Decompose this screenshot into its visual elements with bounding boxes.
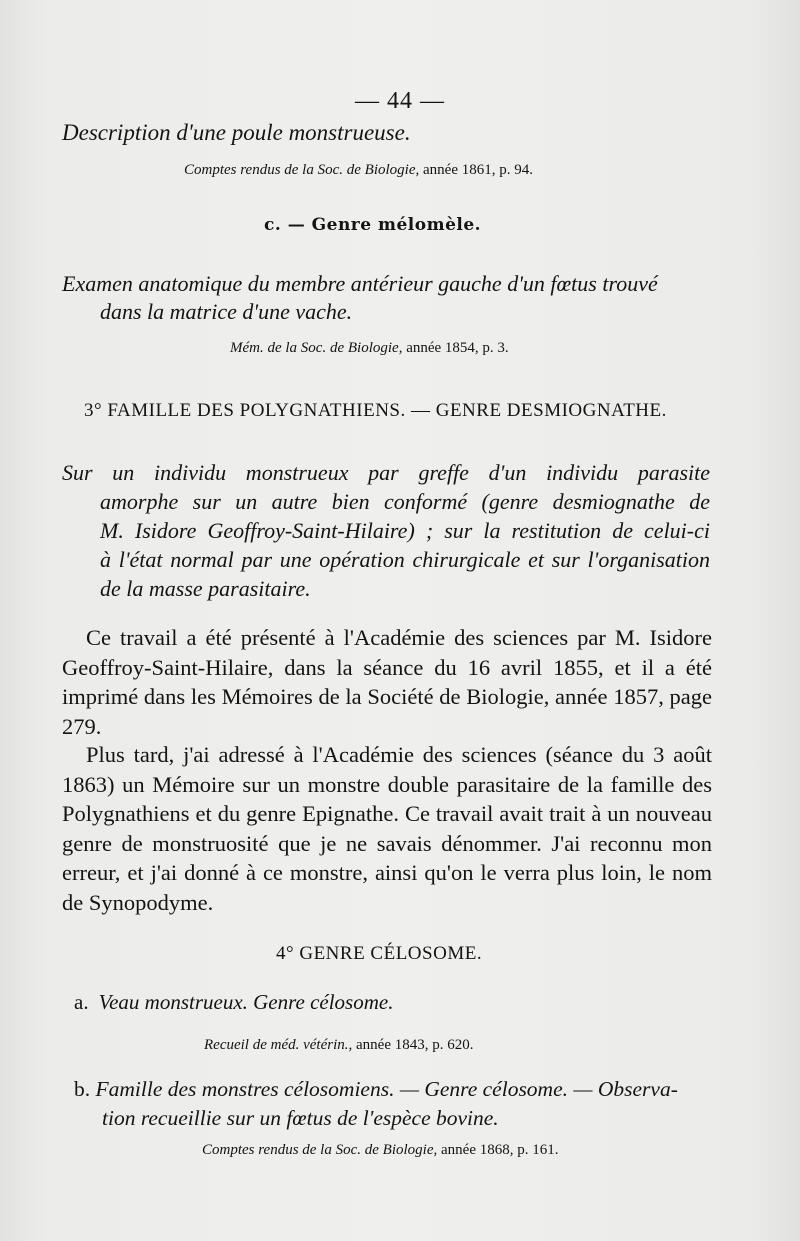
reference-source: Comptes rendus de la Soc. de Biologie, — [184, 162, 420, 178]
desmiognathe-title-line: Sur un individu monstrueux par greffe d'un individu parasite — [62, 460, 710, 485]
melomele-title-line1: Examen anatomique du membre antérieur gauche d'un fœtus trouvé — [62, 271, 658, 296]
item-text: Veau monstrueux. Genre célosome. — [98, 990, 394, 1014]
desmiognathe-title-line: amorphe sur un autre bien conformé (genre desmiognathe de — [100, 489, 710, 514]
reference-source: Mém. de la Soc. de Biologie, — [230, 340, 403, 356]
item-a-reference — [204, 1037, 474, 1054]
reference-year: année 1861, p. 94. — [423, 162, 533, 178]
desmiognathe-title-line: à l'état normal par une opération chirurgicale et sur l'organisation — [100, 547, 710, 572]
item-label: b. — [74, 1077, 91, 1101]
item-a — [74, 990, 393, 1015]
reference-source: Comptes rendus de la Soc. de Biologie, — [202, 1142, 438, 1158]
famille-polygnathiens-heading: 3° FAMILLE DES POLYGNATHIENS. — GENRE DESMIOGNATHE. — [84, 400, 667, 421]
item-text-line2: tion recueillie sur un fœtus de l'espèce bovine. — [102, 1106, 499, 1130]
item-b-reference — [202, 1142, 558, 1159]
item-b — [74, 1075, 714, 1133]
paragraph-academie — [62, 623, 712, 741]
poule-title: Description d'une poule monstrueuse. — [62, 120, 411, 145]
item-label: a. — [74, 990, 89, 1014]
genre-celosome-heading: 4° GENRE CÉLOSOME. — [276, 943, 483, 964]
melomele-title — [62, 270, 712, 326]
desmiognathe-title-line: M. Isidore Geoffroy-Saint-Hilaire) ; sur la restitution de celui-ci — [100, 518, 710, 543]
desmiognathe-title-line: de la masse parasitaire. — [100, 576, 311, 601]
reference-source: Recueil de méd. vétérin., — [204, 1037, 353, 1053]
reference-year: année 1854, p. 3. — [406, 340, 509, 356]
paragraph-plus-tard — [62, 740, 712, 917]
page-number: — 44 — — [355, 88, 445, 114]
desmiognathe-title — [62, 458, 710, 603]
paragraph-text: Plus tard, j'ai adressé à l'Académie des sciences (séance du 3 août 1863) un Mémoire sur un monstre double parasitaire de la famille des Polygnathiens et du genre Epignathe. Ce travail avait trait à un nouveau genre de monstruosité que je ne savais dénommer. J'ai reconnu mon erreur, et j'ai donné à ce monstre, ainsi qu'on le verra plus loin, le nom de Synopodyme. — [62, 742, 712, 915]
genre-melomele-heading: c. — Genre mélomèle. — [264, 215, 482, 235]
reference-year: année 1868, p. 161. — [441, 1142, 559, 1158]
melomele-title-line2: dans la matrice d'une vache. — [100, 299, 353, 324]
poule-reference — [184, 162, 533, 179]
paragraph-text: Ce travail a été présenté à l'Académie des sciences par M. Isidore Geoffroy-Saint-Hilaire, dans la séance du 16 avril 1855, et il a été imprimé dans les Mémoires de la Société de Biologie, année 1857, page 279. — [62, 625, 712, 739]
melomele-reference — [230, 340, 509, 357]
item-text-line1: Famille des monstres célosomiens. — Genre célosome. — Observa- — [95, 1077, 678, 1101]
reference-year: année 1843, p. 620. — [356, 1037, 474, 1053]
